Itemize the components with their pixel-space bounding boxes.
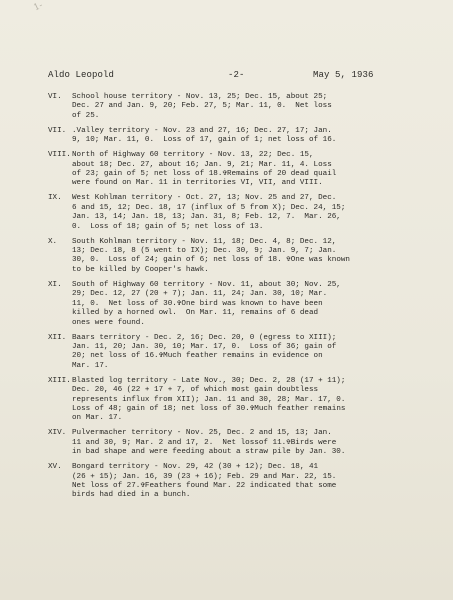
text-line: 29; Dec. 12, 27 (20 + 7); Jan. 11, 24; Jan. 30, 10; Mar. (72, 290, 328, 299)
header-page-number: -2- (228, 70, 245, 80)
territory-entry (48, 334, 428, 372)
text-line: Dec. 20, 46 (22 + 17 + 7, of which most gain doubtless (72, 386, 319, 395)
territory-entry (48, 127, 428, 146)
header-date: May 5, 1936 (313, 70, 374, 80)
header-author: Aldo Leopold (48, 70, 115, 80)
territory-number: X. (48, 237, 58, 246)
territory-text (72, 127, 428, 146)
text-line: Net loss of 27.✞Feathers found Mar. 22 indicated that some (72, 481, 337, 490)
text-line: Baars territory - Dec. 2, 16; Dec. 20, 0 (egress to XIII); (72, 333, 337, 342)
text-line: Loss of 48; gain of 18; net loss of 30.✞Much feather remains (72, 404, 346, 413)
text-line: in bad shape and were feeding about a straw pile by Jan. 30. (72, 448, 346, 457)
territory-text (72, 334, 428, 372)
territory-text (72, 463, 428, 501)
text-line: birds had died in a bunch. (72, 491, 191, 500)
territory-entry (48, 429, 428, 457)
text-line: 13; Dec. 18, 8 (5 went to IX); Dec. 30, 9; Jan. 9, 7; Jan. (72, 247, 337, 256)
text-line: of 23; gain of 5; net loss of 18.✞Remains of 20 dead quail (72, 170, 337, 179)
text-line: Pulvermacher territory - Nov. 25, Dec. 2 and 15, 13; Jan. (72, 429, 332, 438)
territory-text (72, 194, 428, 232)
text-line: West Kohlman territory - Oct. 27, 13; Nov. 25 and 27, Dec. (72, 194, 337, 203)
territory-text (72, 377, 428, 424)
text-line: Dec. 27 and Jan. 9, 20; Feb. 27, 5; Mar. 11, 0. Net loss (72, 102, 332, 111)
territory-number: XIII. (48, 376, 71, 385)
text-line: 0. Loss of 18; gain of 5; net loss of 13. (72, 222, 264, 231)
territory-number: VII. (48, 126, 67, 135)
text-line: South of Highway 60 territory - Nov. 11, about 30; Nov. 25, (72, 280, 341, 289)
territory-number: XIV. (48, 429, 67, 438)
text-line: 6 and 15, 12; Dec. 18, 17 (influx of 5 from X); Dec. 24, 15; (72, 203, 346, 212)
text-line: Jan. 11, 20; Jan. 30, 10; Mar. 17, 0. Loss of 36; gain of (72, 342, 337, 351)
text-line: Bongard territory - Nov. 29, 42 (30 + 12); Dec. 18, 41 (72, 463, 319, 472)
text-line: ones were found. (72, 318, 145, 327)
text-line: 11 and 30, 9; Mar. 2 and 17, 2. Net lossof 11.✞Birds were (72, 438, 337, 447)
pencil-mark: 1- (32, 0, 45, 14)
text-line: of 25. (72, 111, 100, 120)
territory-text (72, 93, 428, 121)
territory-text (72, 238, 428, 276)
territory-number: XI. (48, 280, 62, 289)
territory-text (72, 429, 428, 457)
text-line: Mar. 17. (72, 361, 109, 370)
territory-entry (48, 238, 428, 276)
text-line: 9, 10; Mar. 11, 0. Loss of 17, gain of 1; net loss of 16. (72, 136, 337, 145)
text-line: Jan. 13, 14; Jan. 18, 13; Jan. 31, 8; Feb. 12, 7. Mar. 26, (72, 213, 341, 222)
text-line: South Kohlman territory - Nov. 11, 18; Dec. 4, 8; Dec. 12, (72, 237, 337, 246)
territory-text (72, 281, 428, 328)
text-line: on Mar. 17. (72, 414, 123, 423)
territory-number: XV. (48, 463, 62, 472)
text-line: 20; net loss of 16.✞Much feather remains in evidence on (72, 352, 323, 361)
text-line: 11, 0. Net loss of 30.✞One bird was known to have been (72, 299, 323, 308)
text-line: about 18; Dec. 27, about 16; Jan. 9, 21; Mar. 11, 4. Loss (72, 160, 332, 169)
text-line: to be killed by Cooper's hawk. (72, 265, 209, 274)
text-line: 30, 0. Loss of 24; gain of 6; net loss of 18. ✞One was known (72, 256, 350, 265)
territory-number: XII. (48, 333, 67, 342)
territory-number: VIII. (48, 151, 71, 160)
text-line: .Valley territory - Nov. 23 and 27, 16; Dec. 27, 17; Jan. (72, 126, 332, 135)
text-line: were found on Mar. 11 in territories VI, VII, and VIII. (72, 179, 323, 188)
text-line: (26 + 15); Jan. 16, 39 (23 + 16); Feb. 29 and Mar. 22, 15. (72, 472, 337, 481)
territory-entry (48, 281, 428, 328)
territory-list (48, 93, 428, 506)
territory-text (72, 151, 428, 189)
text-line: killed by a horned owl. On Mar. 11, remains of 6 dead (72, 309, 319, 318)
territory-number: IX. (48, 194, 62, 203)
text-line: North of Highway 60 territory - Nov. 13, 22; Dec. 15, (72, 151, 314, 160)
territory-entry (48, 93, 428, 121)
text-line: Blasted log territory - Late Nov., 30; Dec. 2, 28 (17 + 11); (72, 376, 346, 385)
territory-entry (48, 377, 428, 424)
territory-number: VI. (48, 93, 62, 101)
text-line: School house territory - Nov. 13, 25; Dec. 15, about 25; (72, 93, 328, 101)
territory-entry (48, 151, 428, 189)
territory-entry (48, 194, 428, 232)
territory-entry (48, 463, 428, 501)
text-line: represents influx from XII); Jan. 11 and 30, 28; Mar. 17, 0. (72, 395, 346, 404)
